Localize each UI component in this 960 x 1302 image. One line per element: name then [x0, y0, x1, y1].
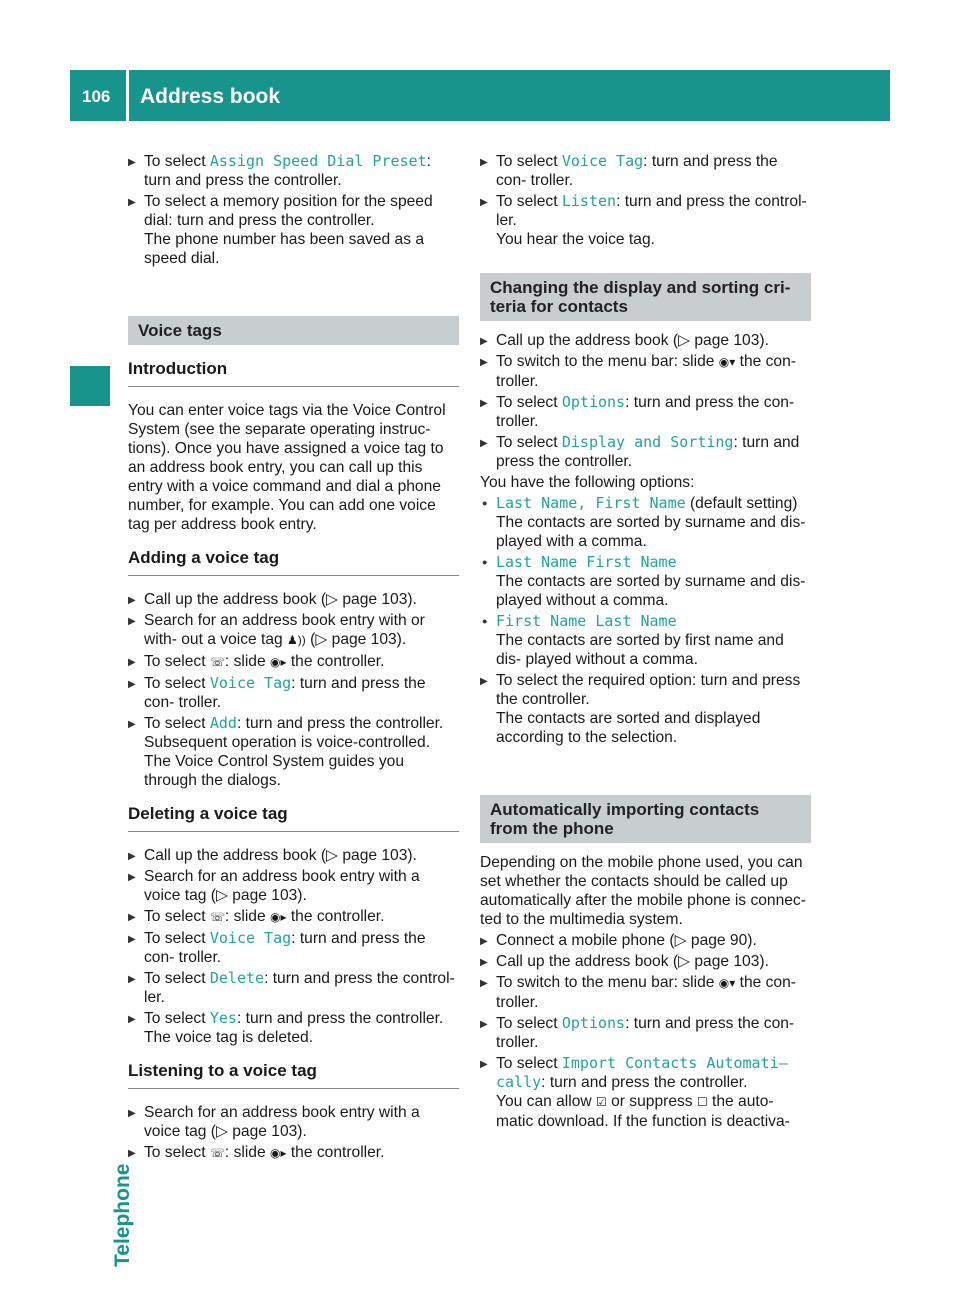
step: ▶ Connect a mobile phone (▷ page 90). [480, 931, 811, 950]
controller-icon: ◉▸ [270, 1146, 287, 1160]
step: ▶ Call up the address book (▷ page 103). [480, 952, 811, 971]
menu-item-delete[interactable]: Delete [209, 969, 265, 987]
option-item: ● Last Name First Name The contacts are sorted by surname and dis- played without a comma. [480, 553, 811, 610]
controller-icon: ◉▾ [718, 976, 736, 990]
options-intro: You have the following options: [480, 474, 695, 491]
heading-deleting-voice-tag: Deleting a voice tag [128, 804, 459, 832]
header-divider [126, 70, 129, 121]
introduction-text: You can enter voice tags via the Voice Control System (see the separate operating instruc- tions). Once you have assigned a voice tag to an address book entry, you can call up this entry with a voice command and dial a phone number, for example. You can add one voice tag per address book entry. [128, 402, 446, 533]
voice-tag-icon: ♟)) [287, 633, 306, 647]
step: ▶ To select ☏: slide ◉▸ the controller. [128, 907, 459, 927]
step: ▶ To select Yes: turn and press the controller. The voice tag is deleted. [128, 1009, 459, 1047]
menu-item-voice-tag[interactable]: Voice Tag [209, 674, 292, 692]
page-number: 106 [82, 87, 111, 106]
step: ▶ To select Display and Sorting: turn and press the controller. [480, 433, 811, 471]
step: ▶ Call up the address book (▷ page 103). [480, 331, 811, 350]
import-text: Depending on the mobile phone used, you can set whether the contacts should be called up automatically after the mobile phone is connec- ted to the multimedia system. [480, 854, 806, 928]
step: ▶ To select Voice Tag: turn and press the con- troller. [128, 929, 459, 967]
step: ▶ Search for an address book entry with or with- out a voice tag ♟)) (▷ page 103). [128, 611, 459, 650]
step: ▶ Search for an address book entry with a voice tag (▷ page 103). [128, 867, 459, 905]
menu-item-options[interactable]: Options [561, 393, 626, 411]
menu-item-options[interactable]: Options [561, 1014, 626, 1032]
step: ▶ To select Delete: turn and press the control- ler. [128, 969, 459, 1007]
menu-item-import-contacts-automatically[interactable]: Import Contacts Automati– cally [496, 1054, 788, 1091]
step: ▶ Call up the address book (▷ page 103). [128, 846, 459, 865]
side-section-label: Telephone [111, 1163, 134, 1267]
step-assign-speed-dial: ▶ To select Assign Speed Dial Preset: turn and press the controller. [128, 152, 459, 190]
option-first-last[interactable]: First Name Last Name [496, 612, 677, 630]
menu-item-voice-tag[interactable]: Voice Tag [561, 152, 644, 170]
checkbox-checked-icon: ☑ [596, 1095, 607, 1109]
option-item: ● Last Name, First Name (default setting) The contacts are sorted by surname and dis- played with a comma. [480, 494, 811, 551]
controller-icon: ◉▸ [270, 910, 287, 924]
step: ▶ To select Import Contacts Automati– cally: turn and press the controller. You can allow ☑ or suppress ☐ the auto- matic download. If the function is deactiva- [480, 1054, 811, 1131]
left-column [128, 152, 459, 1165]
page-title: Address book [140, 85, 281, 108]
heading-adding-voice-tag: Adding a voice tag [128, 548, 459, 576]
side-tab-marker [70, 366, 110, 406]
step: ▶ To select ☏: slide ◉▸ the controller. [128, 1143, 459, 1163]
step: ▶ To select Options: turn and press the con- troller. [480, 393, 811, 431]
step-select-memory-position: ▶ To select a memory position for the speed dial: turn and press the controller. The phone number has been saved as a speed dial. [128, 192, 459, 268]
checkbox-empty-icon: ☐ [696, 1095, 708, 1109]
phonebook-icon: ☏ [209, 1146, 225, 1160]
step: ▶ Search for an address book entry with a voice tag (▷ page 103). [128, 1103, 459, 1141]
step: ▶ To select Listen: turn and press the control- ler. You hear the voice tag. [480, 192, 811, 249]
heading-introduction: Introduction [128, 359, 459, 387]
heading-listening-voice-tag: Listening to a voice tag [128, 1061, 459, 1089]
controller-icon: ◉▸ [270, 655, 287, 669]
menu-item-listen[interactable]: Listen [561, 192, 617, 210]
step: ▶ To select Voice Tag: turn and press the con- troller. [128, 674, 459, 712]
step: ▶ To select ☏: slide ◉▸ the controller. [128, 652, 459, 672]
step: ▶ To select Add: turn and press the controller. Subsequent operation is voice-controlled. The Voice Control System guides you through the dialogs. [128, 714, 459, 790]
section-heading-sorting: Changing the display and sorting cri- teria for contacts [480, 273, 811, 321]
step: ▶ To select Options: turn and press the con- troller. [480, 1014, 811, 1052]
menu-item-assign-speed-dial[interactable]: Assign Speed Dial Preset [209, 152, 427, 170]
section-heading-import: Automatically importing contacts from the phone [480, 795, 811, 843]
step: ▶ To switch to the menu bar: slide ◉▾ the con- troller. [480, 352, 811, 391]
section-heading-voice-tags: Voice tags [128, 316, 459, 345]
menu-item-yes[interactable]: Yes [209, 1009, 237, 1027]
menu-item-voice-tag[interactable]: Voice Tag [209, 929, 292, 947]
step: ▶ To select Voice Tag: turn and press the con- troller. [480, 152, 811, 190]
phonebook-icon: ☏ [209, 655, 225, 669]
menu-item-add[interactable]: Add [209, 714, 237, 732]
step: ▶ Call up the address book (▷ page 103). [128, 590, 459, 609]
step: ▶ To select the required option: turn and press the controller. The contacts are sorted and displayed according to the selection. [480, 671, 811, 747]
option-last-first[interactable]: Last Name First Name [496, 553, 677, 571]
right-column [480, 152, 811, 1133]
option-item: ● First Name Last Name The contacts are sorted by first name and dis- played without a comma. [480, 612, 811, 669]
menu-item-display-and-sorting[interactable]: Display and Sorting [561, 433, 734, 451]
controller-icon: ◉▾ [718, 355, 736, 369]
step: ▶ To switch to the menu bar: slide ◉▾ the con- troller. [480, 973, 811, 1012]
option-last-first-comma[interactable]: Last Name, First Name [496, 494, 686, 512]
phonebook-icon: ☏ [209, 910, 225, 924]
